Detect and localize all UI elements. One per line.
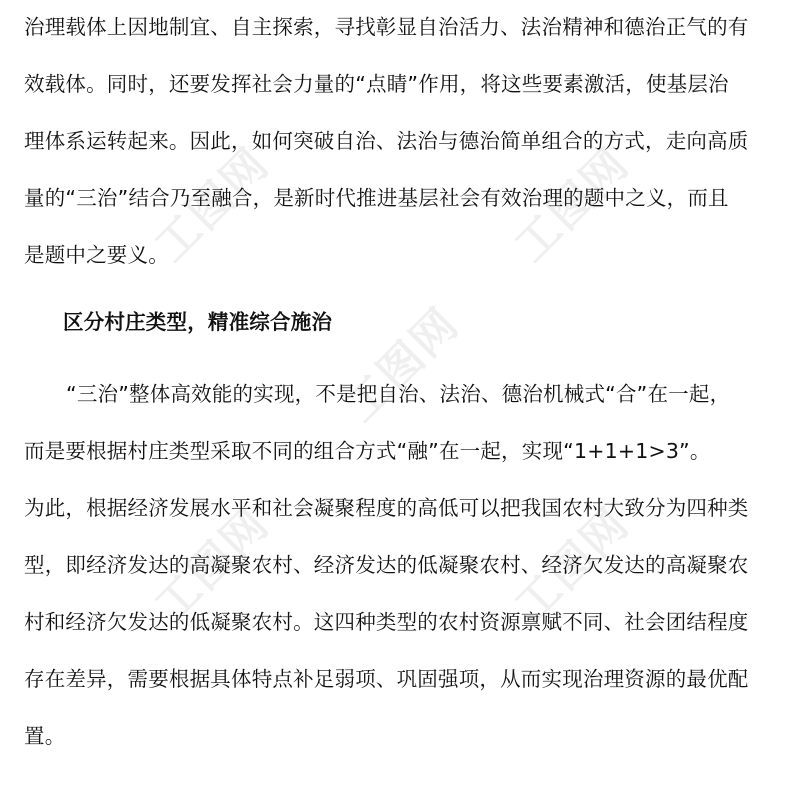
watermark: 工图网 (505, 498, 640, 633)
paragraph-line: 理体系运转起来。因此，如何突破自治、法治与德治简单组合的方式，走向高质 (24, 129, 749, 153)
paragraph-line: 置。 (24, 724, 66, 748)
paragraph-line: 存在差异，需要根据具体特点补足弱项、巩固强项，从而实现治理资源的最优配 (24, 667, 749, 691)
paragraph-line: 型，即经济发达的高凝聚农村、经济发达的低凝聚农村、经济欠发达的高凝聚农 (24, 553, 749, 577)
paragraph-line: 效载体。同时，还要发挥社会力量的“点睛”作用，将这些要素激活，使基层治 (24, 72, 729, 96)
watermark: 工图网 (145, 138, 280, 273)
section-heading: 区分村庄类型，精准综合施治 (63, 310, 333, 334)
watermark: 工图网 (335, 298, 470, 433)
paragraph-line: 村和经济欠发达的低凝聚农村。这四种类型的农村资源禀赋不同、社会团结程度 (24, 610, 749, 634)
paragraph-line: 治理载体上因地制宜、自主探索，寻找彰显自治活力、法治精神和德治正气的有 (24, 15, 749, 39)
paragraph-line: 而是要根据村庄类型采取不同的组合方式“融”在一起，实现“1+1+1>3”。 (24, 439, 711, 463)
paragraph-line: 为此，根据经济发展水平和社会凝聚程度的高低可以把我国农村大致分为四种类 (24, 496, 749, 520)
paragraph-line: “三治”整体高效能的实现，不是把自治、法治、德治机械式“合”在一起， (66, 382, 731, 406)
paragraph-line: 是题中之要义。 (24, 243, 169, 267)
watermark: 工图网 (145, 498, 280, 633)
paragraph-line: 量的“三治”结合乃至融合，是新时代推进基层社会有效治理的题中之义，而且 (24, 186, 729, 210)
watermark: 工图网 (505, 138, 640, 273)
